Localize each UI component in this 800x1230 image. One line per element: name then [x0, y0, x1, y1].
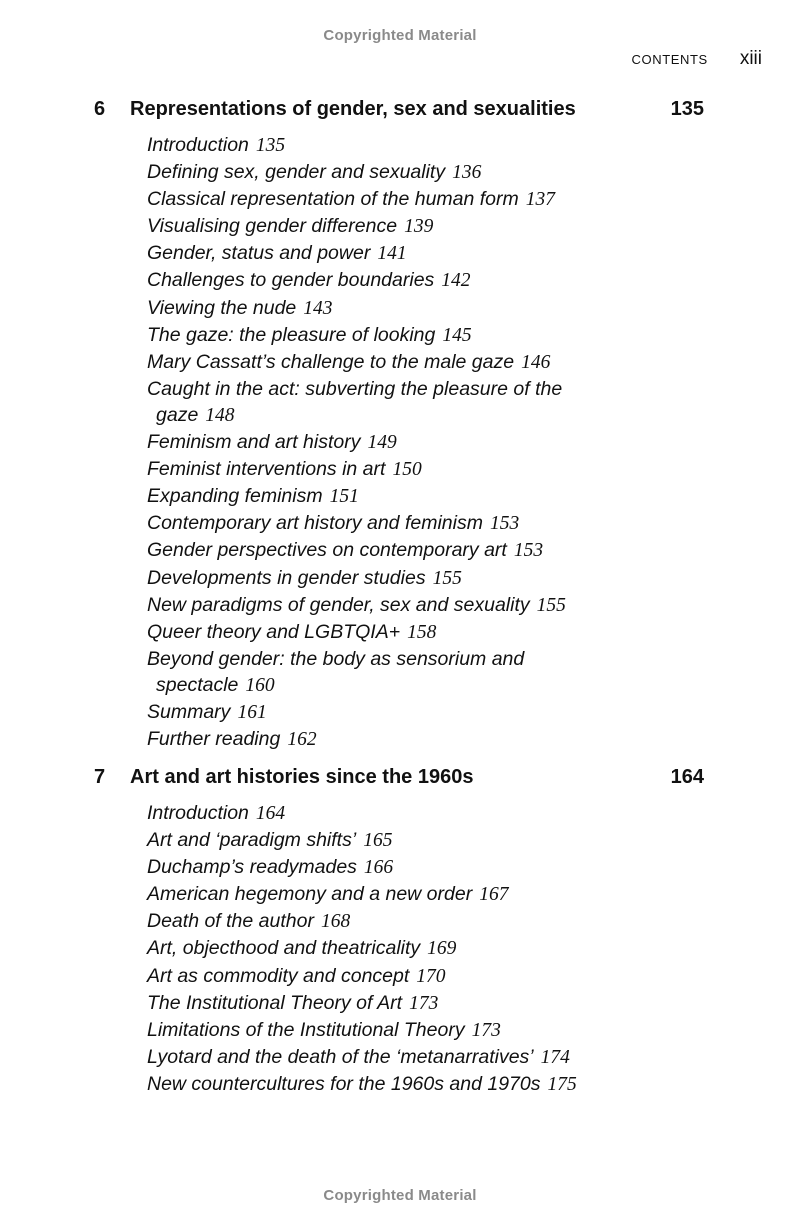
toc-entry-title: Art and ‘paradigm shifts’ [147, 829, 357, 852]
toc-entry[interactable] [147, 483, 626, 510]
toc-entry[interactable] [147, 854, 626, 881]
toc-entry-page: 135 [255, 135, 286, 156]
toc-entry-title: New countercultures for the 1960s and 1970s [147, 1072, 541, 1095]
toc-entry-title: Developments in gender studies [147, 566, 426, 589]
toc-entry[interactable] [147, 456, 626, 483]
toc-entry-title: Further reading [147, 728, 281, 751]
toc-entry-title: Mary Cassatt’s challenge to the male gaze [147, 350, 515, 373]
toc-entry-title: The gaze: the pleasure of looking [147, 323, 436, 346]
toc-entry[interactable] [147, 908, 626, 935]
toc-entry[interactable] [147, 159, 626, 186]
copyright-watermark-top: Copyrighted Material [323, 27, 477, 44]
toc-entry-page: 139 [404, 216, 434, 238]
page-number: xiii [739, 48, 762, 69]
toc-entry-page: 169 [427, 938, 457, 960]
toc-entry-page: 151 [329, 486, 359, 508]
entry-list [0, 132, 800, 753]
toc-entry[interactable] [147, 537, 626, 564]
toc-entry-title: Death of the author [147, 910, 314, 933]
toc-entry-title: Classical representation of the human form [147, 188, 519, 211]
toc-entry-title: Art, objecthood and theatricality [147, 937, 421, 960]
toc-entry[interactable] [147, 186, 626, 213]
toc-entry-page: 145 [442, 324, 472, 346]
toc-entry[interactable] [147, 267, 626, 294]
chapter-title: Representations of gender, sex and sexualities [130, 98, 576, 120]
toc-entry-page: 173 [409, 992, 439, 1014]
toc-entry-title: Contemporary art history and feminism [147, 512, 483, 535]
toc-entry-title: Art as commodity and concept [147, 964, 410, 987]
toc-entry-title: Defining sex, gender and sexuality [147, 161, 446, 184]
toc-entry-page: 161 [237, 701, 267, 723]
toc-entry[interactable] [147, 213, 626, 240]
toc-entry[interactable] [147, 699, 626, 726]
toc-entry-page: 166 [363, 857, 394, 879]
toc-entry-title: Gender perspectives on contemporary art [147, 539, 507, 562]
toc-entry[interactable] [147, 592, 626, 619]
toc-entry-title: Beyond gender: the body as sensorium and spectacle [147, 647, 525, 696]
chapter-heading[interactable] [0, 766, 800, 800]
toc-entry-title: Limitations of the Institutional Theory [147, 1018, 465, 1041]
chapter-6 [0, 98, 800, 753]
toc-entry-page: 153 [489, 513, 520, 535]
toc-entry-title: Queer theory and LGBTQIA+ [147, 620, 401, 643]
toc-entry-title: Caught in the act: subverting the pleasure of the gaze [147, 377, 563, 426]
toc-entry-page: 167 [479, 884, 509, 906]
toc-entry-page: 155 [536, 594, 566, 616]
toc-entry[interactable] [147, 990, 626, 1017]
entry-list [0, 800, 800, 1098]
toc-entry-page: 164 [255, 803, 286, 824]
toc-entry-page: 175 [547, 1073, 577, 1095]
chapter-number: 6 [94, 98, 106, 120]
toc-entry[interactable] [147, 1017, 626, 1044]
toc-entry[interactable] [147, 1071, 626, 1098]
toc-entry-page: 173 [471, 1019, 501, 1041]
toc-entry[interactable] [147, 349, 626, 376]
toc-entry-page: 142 [441, 270, 471, 292]
toc-entry[interactable] [147, 935, 626, 962]
toc-entry-title: Challenges to gender boundaries [147, 269, 435, 292]
toc-entry-title: Lyotard and the death of the ‘metanarratives’ [147, 1045, 534, 1068]
toc-entry-title: The Institutional Theory of Art [147, 991, 403, 1014]
toc-entry-title: Introduction [147, 134, 249, 156]
toc-entry[interactable] [147, 881, 626, 908]
toc-entry[interactable] [147, 1044, 626, 1071]
toc-entry[interactable] [147, 565, 626, 592]
toc-entry[interactable] [147, 510, 626, 537]
toc-entry-page: 165 [363, 830, 393, 852]
toc-entry[interactable] [147, 376, 626, 429]
toc-entry-page: 149 [367, 432, 397, 454]
toc-entry-page: 143 [303, 297, 333, 319]
toc-entry-page: 153 [513, 540, 544, 562]
toc-entry-page: 174 [540, 1046, 570, 1068]
toc-entry[interactable] [147, 240, 626, 267]
toc-entry-page: 155 [432, 567, 462, 589]
running-head-label: CONTENTS [631, 52, 708, 67]
toc-entry-title: Feminist interventions in art [147, 458, 386, 481]
toc-entry-page: 148 [205, 404, 235, 426]
toc-entry-title: Introduction [147, 802, 249, 824]
toc-entry[interactable] [147, 619, 626, 646]
toc-entry[interactable] [147, 322, 626, 349]
chapter-page: 135 [670, 98, 704, 120]
toc-entry[interactable] [147, 800, 626, 827]
toc-entry-title: Gender, status and power [147, 242, 371, 265]
toc-entry-page: 168 [320, 911, 351, 933]
toc-entry-page: 136 [452, 162, 482, 184]
toc-entry-page: 170 [416, 965, 446, 987]
chapter-title: Art and art histories since the 1960s [130, 766, 474, 788]
running-head [632, 48, 762, 70]
toc-entry-title: Viewing the nude [147, 296, 297, 319]
toc-entry[interactable] [147, 646, 626, 699]
copyright-watermark-bottom: Copyrighted Material [323, 1187, 477, 1204]
chapter-7 [0, 766, 800, 1098]
toc-entry-title: Visualising gender difference [147, 215, 398, 238]
toc-entry-title: American hegemony and a new order [147, 883, 473, 906]
toc-entry[interactable] [147, 132, 626, 159]
toc-entry-title: Duchamp’s readymades [147, 856, 357, 879]
toc-entry-page: 162 [287, 729, 317, 751]
toc-entry-page: 150 [392, 459, 422, 481]
toc-entry-title: Summary [147, 700, 231, 723]
toc-entry-page: 160 [245, 674, 275, 696]
toc-entry[interactable] [147, 429, 626, 456]
toc-entry-title: Expanding feminism [147, 485, 323, 508]
toc-entry-page: 141 [377, 243, 407, 265]
toc-entry[interactable] [147, 963, 626, 990]
chapter-heading[interactable] [0, 98, 800, 132]
toc-entry-title: New paradigms of gender, sex and sexuality [147, 593, 530, 616]
toc-entry[interactable] [147, 827, 626, 854]
toc-entry-page: 146 [521, 351, 551, 373]
toc-entry-title: Feminism and art history [147, 431, 361, 454]
toc-entry-page: 137 [525, 189, 556, 211]
toc-entry[interactable] [147, 295, 626, 322]
chapter-page: 164 [670, 766, 704, 788]
toc-entry[interactable] [147, 726, 626, 753]
toc-entry-page: 158 [407, 621, 437, 643]
chapter-number: 7 [94, 766, 106, 788]
